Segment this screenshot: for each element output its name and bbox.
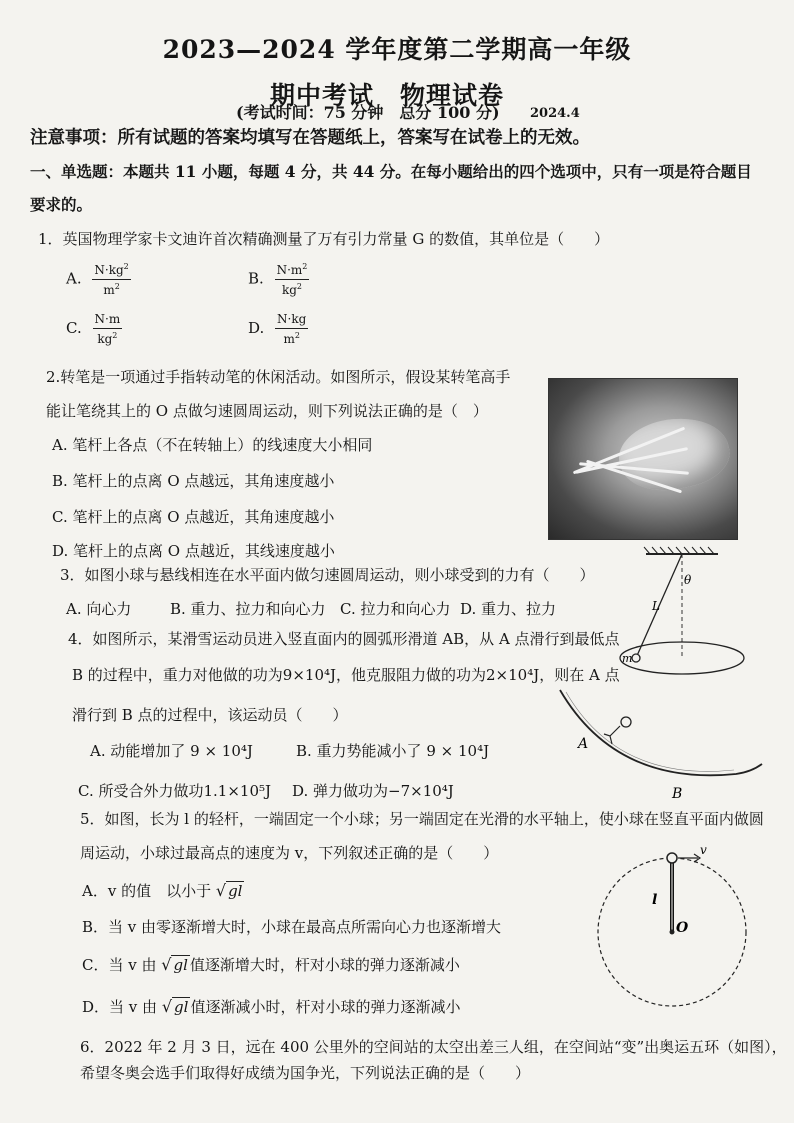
q1-option-b: B. $\frac{N\cdot m^2}{kg^2}$ (248, 262, 308, 297)
q5-stem-2: 周运动，小球过最高点的速度为 v，下列叙述正确的是（ ） (80, 844, 499, 862)
q4-option-b: B. 重力势能减小了 9 × 10⁴J (296, 742, 490, 760)
exam-duration-score: (考试时间：75 分钟 总分 100 分) (236, 103, 500, 122)
q2-option-a: A. 笔杆上各点（不在转轴上）的线速度大小相同 (52, 436, 373, 454)
q1-option-d: D. $\frac{N\cdot kg}{m^2}$ (248, 312, 307, 346)
fig-O-label: O (676, 920, 689, 936)
q4-stem-1: 4．如图所示，某滑雪运动员进入竖直面内的圆弧形滑道 AB，从 A 点滑行到最低点 (68, 630, 620, 648)
q5-option-c: C．当 v 由 √ gl 值逐渐增大时，杆对小球的弹力逐渐减小 (82, 955, 460, 974)
q4-option-d: D. 弹力做功为−7×10⁴J (292, 782, 454, 800)
conical-pendulum-figure (600, 544, 750, 684)
exam-title-line1: 2023—2024 学年度第二学期高一年级 (162, 35, 632, 64)
q3-option-c: C. 拉力和向心力 (340, 600, 451, 618)
exam-subject: 物理试卷 (400, 81, 505, 110)
q5-option-a: A．v 的值 以小于 √ gl (82, 881, 243, 900)
q2-stem-2: 能让笔绕其上的 O 点做匀速圆周运动，则下列说法正确的是（ ） (46, 402, 488, 420)
q5-option-d: D．当 v 由 √ gl 值逐渐减小时，杆对小球的弹力逐渐减小 (82, 997, 461, 1016)
fig-theta-label: θ (684, 573, 692, 587)
q5-stem-1: 5．如图，长为 l 的轻杆，一端固定一个小球；另一端固定在光滑的水平轴上，使小球在竖直平面内做圆 (80, 810, 764, 828)
fig-L-label: L (652, 599, 660, 613)
q3-option-b: B. 重力、拉力和向心力 (170, 600, 326, 618)
q2-option-b: B. 笔杆上的点离 O 点越远，其角速度越小 (52, 472, 335, 490)
q3-stem: 3．如图小球与悬线相连在水平面内做匀速圆周运动，则小球受到的力有（ ） (60, 566, 595, 584)
fig-l-label: l (652, 892, 658, 908)
pen-spinning-photo (548, 378, 738, 540)
exam-type: 期中考试 (270, 81, 375, 110)
section-heading: 一、单选题：本题共 11 小题，每题 4 分，共 44 分。在每小题给出的四个选项中，只有一项是符合题目 (30, 162, 752, 181)
exam-date: 2024.4 (530, 106, 580, 121)
rod-circle-figure (590, 846, 760, 1018)
fig-m-label: m (622, 652, 633, 665)
fig-v-label: v (700, 846, 707, 857)
q4-stem-2: B 的过程中，重力对他做的功为9×10⁴J，他克服阻力做的功为2×10⁴J，则在 A 点 (72, 666, 620, 684)
q4-option-c: C. 所受合外力做功1.1×10⁵J (78, 782, 272, 800)
q4-option-a: A. 动能增加了 9 × 10⁴J (90, 742, 253, 760)
q2-option-d: D. 笔杆上的点离 O 点越近，其线速度越小 (52, 542, 335, 560)
fig-A-label: A (578, 736, 589, 752)
q1-stem: 1．英国物理学家卡文迪许首次精确测量了万有引力常量 G 的数值，其单位是（ ） (38, 230, 610, 248)
section-heading-cont: 要求的。 (30, 195, 93, 214)
exam-notice: 注意事项：所有试题的答案均填写在答题纸上，答案写在试卷上的无效。 (30, 128, 590, 148)
q6-stem-1: 6．2022 年 2 月 3 日，远在 400 公里外的空间站的太空出差三人组，在空间站“变”出奥运五环（如图）， (80, 1038, 787, 1056)
q6-stem-2: 希望冬奥会选手们取得好成绩为国争光，下列说法正确的是（ ） (80, 1064, 531, 1082)
q2-stem-1: 2.转笔是一项通过手指转动笔的休闲活动。如图所示，假设某转笔高手 (46, 368, 511, 386)
q1-option-a: A. $\frac{N\cdot kg^2}{m^2}$ (66, 262, 129, 297)
ski-slope-figure (556, 686, 766, 804)
q3-option-a: A. 向心力 (66, 600, 132, 618)
fig-B-label: B (672, 786, 683, 802)
q1-option-c: C. $\frac{N\cdot m}{kg^2}$ (66, 312, 121, 346)
q4-stem-3: 滑行到 B 点的过程中，该运动员（ ） (72, 706, 348, 724)
q2-option-c: C. 笔杆上的点离 O 点越近，其角速度越小 (52, 508, 335, 526)
q5-option-b: B．当 v 由零逐渐增大时，小球在最高点所需向心力也逐渐增大 (82, 918, 502, 936)
q3-option-d: D. 重力、拉力 (460, 600, 557, 618)
